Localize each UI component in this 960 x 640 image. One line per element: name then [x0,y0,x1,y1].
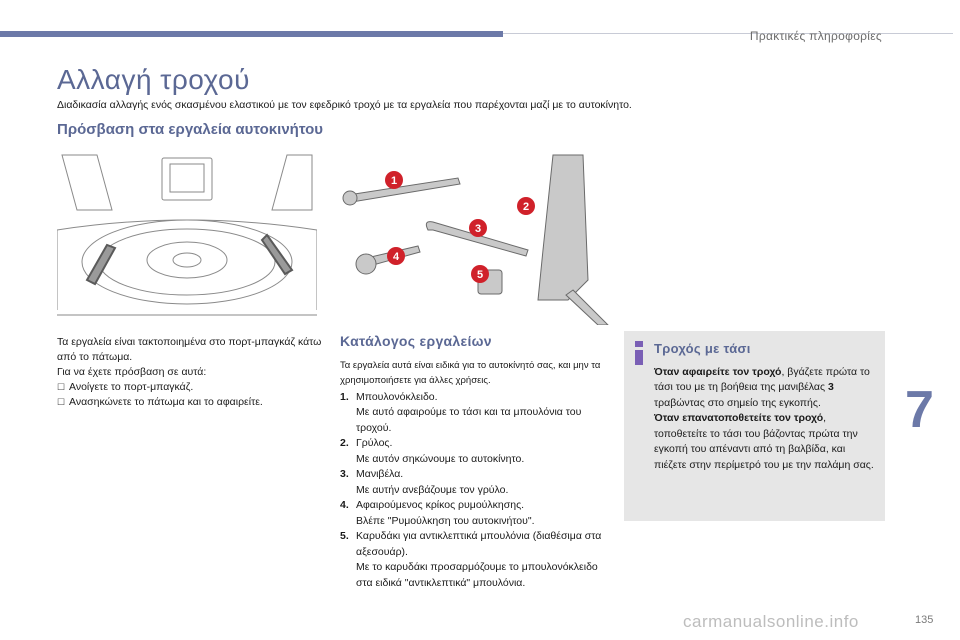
header-rule [503,33,953,34]
tools-list [340,390,615,592]
access-line: Για να έχετε πρόσβαση σε αυτά: [57,366,207,378]
access-step: ☐ Ανασηκώνετε το πάτωμα και το αφαιρείτε. [57,395,327,410]
tool-item [340,390,615,437]
tools-intro: Τα εργαλεία αυτά είναι ειδικά για το αυτοκίνητό σας, και μην τα χρησιμοποιήσετε για άλλες χρήσεις. [340,359,601,386]
info-refit-label: Όταν επανατοποθετείτε τον τροχό [654,412,824,424]
callout-5: 5 [476,269,484,281]
callout-4: 4 [392,251,400,263]
tool-item [340,498,615,529]
info-remove-label: Όταν αφαιρείτε τον τροχό [654,365,782,378]
tool-item-text: Καρυδάκι για αντικλεπτικά μπουλόνια (διαθέσιμα στα αξεσουάρ). Με το καρυδάκι προσαρμόζουμε το μπουλονόκλειδο στα ειδικά "αντικλεπτικά" μπουλόνια. [356,530,602,589]
tool-item [340,529,615,591]
access-step: ☐ Ανοίγετε το πορτ-μπαγκάζ. [57,380,327,395]
tool-item-number: 3. [340,468,349,480]
tool-item [340,467,615,498]
info-refit-body: , τοποθετείτε το τάσι του βάζοντας πρώτα την εγκοπή του απέναντι από τη βαλβίδα, και πιέζετε στην περίμετρό του με την παλάμη σας. [654,412,874,471]
tool-item-number: 2. [340,437,349,449]
info-box [624,331,885,521]
tool-item-text: Αφαιρούμενος κρίκος ρυμούλκησης. Βλέπε "Ρυμούλκηση του αυτοκινήτου". [356,499,535,527]
callout-1: 1 [390,175,398,187]
trunk-illustration [57,150,317,325]
tools-heading: Κατάλογος εργαλείων [340,333,492,349]
tool-item-text: Μπουλονόκλειδο. Με αυτό αφαιρούμε το τάσι και τα μπουλόνια του τροχού. [356,390,582,434]
chapter-number: 7 [905,381,934,439]
watermark: carmanualsonline.info [683,612,859,631]
tool-item [340,436,615,467]
tool-item-number: 1. [340,390,349,403]
callout-3: 3 [474,223,482,235]
tool-item-number: 5. [340,530,349,542]
tools-illustration [338,150,613,325]
info-remove-b: τραβώντας στο σημείο της εγκοπής. [654,396,821,409]
access-instructions [57,335,327,410]
info-remove-a: , βγάζετε πρώτα το τάσι του με τη βοήθεια της μανιβέλας [654,365,870,393]
section-subtitle: Πρόσβαση στα εργαλεία αυτοκινήτου [57,121,324,138]
tool-item-text: Γρύλος. Με αυτόν σηκώνουμε το αυτοκίνητο. [356,437,525,465]
page-title: Αλλαγή τροχού [57,64,250,95]
tools-list-section [340,334,615,591]
info-remove-text [654,365,875,412]
info-box-title: Τροχός με τάσι [654,341,751,356]
callout-2: 2 [522,201,530,213]
page-number: 135 [915,614,934,626]
section-header: Πρακτικές πληροφορίες [749,29,882,43]
tool-item-number: 4. [340,499,349,511]
info-remove-ref: 3 [827,381,834,393]
access-line: Τα εργαλεία είναι τακτοποιημένα στο πορτ-μπαγκάζ κάτω από το πάτωμα. [57,336,322,363]
info-refit-text [654,411,875,473]
info-icon [632,341,646,365]
header-accent-bar [0,31,503,37]
intro-text: Διαδικασία αλλαγής ενός σκασμένου ελαστικού με τον εφεδρικό τροχό με τα εργαλεία που παρέχονται μαζί με το αυτοκίνητο. [57,99,632,111]
tool-item-text: Μανιβέλα. Με αυτήν ανεβάζουμε τον γρύλο. [356,468,509,496]
